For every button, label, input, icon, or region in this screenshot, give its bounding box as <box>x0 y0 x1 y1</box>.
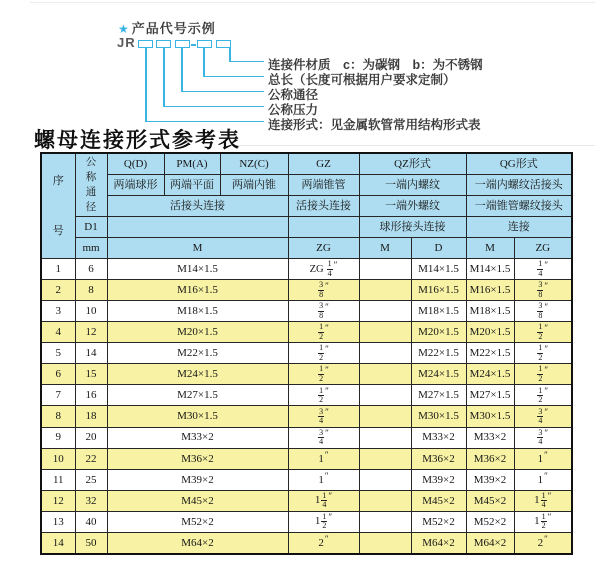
cell-dn: 18 <box>75 406 107 427</box>
cell-dn: 32 <box>75 490 107 511</box>
header-qz-d-label: D <box>411 237 466 258</box>
cell-m: M14×1.5 <box>107 259 288 280</box>
code-box-5 <box>216 40 231 48</box>
cell-qz-m <box>359 469 411 490</box>
connector-line <box>145 48 147 122</box>
cell-m: M30×1.5 <box>107 406 288 427</box>
cell-zg: ZG $\frac{1}{4}$ ″ <box>288 259 359 280</box>
cell-qz-d: M45×2 <box>411 490 466 511</box>
cell-zg: 2″ <box>288 532 359 553</box>
connector-line <box>163 106 264 108</box>
header-seq-text: 序 号 <box>52 174 64 237</box>
header-col-qg: QG形式 <box>466 153 572 174</box>
cell-qz-m <box>359 364 411 385</box>
cell-seq: 11 <box>41 469 75 490</box>
code-box-1 <box>138 40 153 48</box>
cell-qz-m <box>359 322 411 343</box>
cell-qz-d: M22×1.5 <box>411 343 466 364</box>
cell-qz-d: M16×1.5 <box>411 280 466 301</box>
cell-dn: 14 <box>75 343 107 364</box>
header-qg-sub3: 连接 <box>466 216 572 237</box>
cell-dn: 25 <box>75 469 107 490</box>
cell-m: M27×1.5 <box>107 385 288 406</box>
table-row <box>41 469 572 490</box>
cell-qz-d: M36×2 <box>411 448 466 469</box>
cell-qz-m <box>359 427 411 448</box>
cell-dn: 12 <box>75 322 107 343</box>
cell-qz-m <box>359 280 411 301</box>
header-m-label: M <box>107 237 288 258</box>
header-col-gz: GZ <box>288 153 359 174</box>
connector-line <box>203 48 205 77</box>
header-col-pm: PM(A) <box>164 153 220 174</box>
cell-qg-zg: 1″ <box>514 469 572 490</box>
cell-qg-zg: 1 $\frac{1}{2}$ ″ <box>514 511 572 532</box>
header-blank-gz <box>288 216 359 237</box>
cell-qg-m: M39×2 <box>466 469 514 490</box>
cell-qg-zg: $\frac{1}{2}$ ″ <box>514 385 572 406</box>
cell-qg-m: M24×1.5 <box>466 364 514 385</box>
cell-dn: 15 <box>75 364 107 385</box>
cell-seq: 10 <box>41 448 75 469</box>
cell-qz-m <box>359 511 411 532</box>
cell-qg-m: M30×1.5 <box>466 406 514 427</box>
header-qg-m-label: M <box>466 237 514 258</box>
cell-zg: $\frac{3}{8}$ ″ <box>288 301 359 322</box>
cell-zg: $\frac{1}{2}$ ″ <box>288 343 359 364</box>
cell-seq: 8 <box>41 406 75 427</box>
cell-seq: 1 <box>41 259 75 280</box>
connector-line <box>203 76 264 78</box>
cell-qg-m: M14×1.5 <box>466 259 514 280</box>
cell-qz-d: M39×2 <box>411 469 466 490</box>
cell-qz-m <box>359 259 411 280</box>
cell-qg-zg: $\frac{1}{2}$ ″ <box>514 343 572 364</box>
header-gz-union: 活接头连接 <box>288 195 359 216</box>
table-row <box>41 385 572 406</box>
cell-qg-zg: $\frac{3}{8}$ ″ <box>514 301 572 322</box>
cell-zg: 1 $\frac{1}{4}$ ″ <box>288 490 359 511</box>
cell-zg: $\frac{3}{4}$ ″ <box>288 427 359 448</box>
cell-qg-m: M45×2 <box>466 490 514 511</box>
header-nz-sub: 两端内锥 <box>220 174 288 195</box>
header-gz-sub: 两端锥管 <box>288 174 359 195</box>
cell-m: M64×2 <box>107 532 288 553</box>
cell-qz-m <box>359 448 411 469</box>
header-col-nz: NZ(C) <box>220 153 288 174</box>
header-qz-m-label: M <box>359 237 411 258</box>
cell-dn: 8 <box>75 280 107 301</box>
cell-zg: $\frac{1}{2}$ ″ <box>288 322 359 343</box>
header-zg-label: ZG <box>288 237 359 258</box>
diagram-heading-text: 产品代号示例 <box>131 21 216 36</box>
cell-qg-zg: $\frac{3}{4}$ ″ <box>514 427 572 448</box>
cell-qz-d: M24×1.5 <box>411 364 466 385</box>
page-title: 螺母连接形式参考表 <box>34 128 241 152</box>
cell-qg-zg: $\frac{3}{8}$ ″ <box>514 280 572 301</box>
cell-m: M18×1.5 <box>107 301 288 322</box>
cell-seq: 7 <box>41 385 75 406</box>
cell-qz-d: M20×1.5 <box>411 322 466 343</box>
cell-qz-m <box>359 385 411 406</box>
table-body <box>41 259 572 554</box>
cell-zg: $\frac{1}{2}$ ″ <box>288 364 359 385</box>
cell-qg-m: M52×2 <box>466 511 514 532</box>
cell-qg-m: M16×1.5 <box>466 280 514 301</box>
header-qg-sub2: 一端锥管螺纹接头 <box>466 195 572 216</box>
table-row <box>41 448 572 469</box>
cell-qz-m <box>359 301 411 322</box>
product-code-prefix: JR <box>117 35 136 50</box>
diagram-label-pressure: 公称压力 <box>268 103 319 117</box>
diagram-label-material: 连接件材质 c：为碳钢 b：为不锈钢 <box>268 58 483 72</box>
cell-seq: 2 <box>41 280 75 301</box>
cell-m: M22×1.5 <box>107 343 288 364</box>
cell-qg-zg: $\frac{1}{2}$ ″ <box>514 322 572 343</box>
cell-seq: 12 <box>41 490 75 511</box>
cell-m: M36×2 <box>107 448 288 469</box>
header-pm-sub: 两端平面 <box>164 174 220 195</box>
cell-zg: 1″ <box>288 469 359 490</box>
cell-m: M16×1.5 <box>107 280 288 301</box>
cell-qg-zg: $\frac{3}{4}$ ″ <box>514 406 572 427</box>
header-dn <box>75 153 107 216</box>
cell-zg: $\frac{3}{8}$ ″ <box>288 280 359 301</box>
cell-dn: 6 <box>75 259 107 280</box>
cell-qg-zg: $\frac{1}{2}$ ″ <box>514 364 572 385</box>
header-seq <box>41 153 75 259</box>
cell-qz-m <box>359 343 411 364</box>
cell-qg-m: M18×1.5 <box>466 301 514 322</box>
star-icon: ★ <box>118 22 130 36</box>
cell-seq: 3 <box>41 301 75 322</box>
cell-seq: 13 <box>41 511 75 532</box>
table-row <box>41 427 572 448</box>
header-qg-zg-label: ZG <box>514 237 572 258</box>
header-col-qz: QZ形式 <box>359 153 466 174</box>
header-qz-sub2: 一端外螺纹 <box>359 195 466 216</box>
cell-zg: $\frac{3}{4}$ ″ <box>288 406 359 427</box>
cell-dn: 20 <box>75 427 107 448</box>
connector-line <box>181 91 264 93</box>
connector-line <box>229 61 264 63</box>
header-qg-sub1: 一端内螺纹活接头 <box>466 174 572 195</box>
cell-qz-d: M33×2 <box>411 427 466 448</box>
cell-qg-zg: 1″ <box>514 448 572 469</box>
cell-dn: 50 <box>75 532 107 553</box>
cell-seq: 14 <box>41 532 75 553</box>
cell-seq: 6 <box>41 364 75 385</box>
cell-m: M24×1.5 <box>107 364 288 385</box>
cell-seq: 4 <box>41 322 75 343</box>
code-box-3 <box>175 40 190 48</box>
cell-qz-m <box>359 406 411 427</box>
cell-m: M45×2 <box>107 490 288 511</box>
connector-line <box>163 48 165 107</box>
table-row <box>41 511 572 532</box>
table-row <box>41 364 572 385</box>
cell-dn: 16 <box>75 385 107 406</box>
table-row <box>41 322 572 343</box>
cell-zg: 1 $\frac{1}{2}$ ″ <box>288 511 359 532</box>
cell-m: M20×1.5 <box>107 322 288 343</box>
cell-qg-zg: $\frac{1}{4}$ ″ <box>514 259 572 280</box>
table-row <box>41 532 572 553</box>
reference-table <box>40 152 573 555</box>
cell-seq: 5 <box>41 343 75 364</box>
cell-qz-d: M27×1.5 <box>411 385 466 406</box>
cell-zg: 1″ <box>288 448 359 469</box>
header-d1: D1 <box>75 216 107 237</box>
header-qz-sub1: 一端内螺纹 <box>359 174 466 195</box>
cell-qz-d: M52×2 <box>411 511 466 532</box>
header-dn-text: 公 称 通 径 <box>85 156 97 213</box>
table-row <box>41 406 572 427</box>
cell-qz-d: M30×1.5 <box>411 406 466 427</box>
table-row <box>41 301 572 322</box>
cell-qz-m <box>359 532 411 553</box>
cell-qz-d: M18×1.5 <box>411 301 466 322</box>
cell-m: M39×2 <box>107 469 288 490</box>
cell-qg-m: M27×1.5 <box>466 385 514 406</box>
cell-qg-zg: 1 $\frac{1}{4}$ ″ <box>514 490 572 511</box>
cell-qg-m: M20×1.5 <box>466 322 514 343</box>
header-col-q: Q(D) <box>107 153 164 174</box>
diagram-label-connection: 连接形式：见金属软管常用结构形式表 <box>268 118 481 132</box>
cell-qg-m: M36×2 <box>466 448 514 469</box>
cell-qz-d: M64×2 <box>411 532 466 553</box>
cell-zg: $\frac{1}{2}$ ″ <box>288 385 359 406</box>
connector-line <box>181 48 183 92</box>
cell-qg-m: M64×2 <box>466 532 514 553</box>
header-mm: mm <box>75 237 107 258</box>
code-dash <box>191 44 196 46</box>
cell-m: M33×2 <box>107 427 288 448</box>
table-row <box>41 259 572 280</box>
cell-dn: 10 <box>75 301 107 322</box>
diagram-label-length: 总长（长度可根据用户要求定制） <box>268 73 456 87</box>
cell-qz-d: M14×1.5 <box>411 259 466 280</box>
cell-qg-m: M22×1.5 <box>466 343 514 364</box>
header-union-joint: 活接头连接 <box>107 195 288 216</box>
header-qz-sub3: 球形接头连接 <box>359 216 466 237</box>
cell-m: M52×2 <box>107 511 288 532</box>
cell-qg-zg: 2″ <box>514 532 572 553</box>
cell-dn: 40 <box>75 511 107 532</box>
table-row <box>41 280 572 301</box>
connector-line <box>145 121 264 123</box>
cell-dn: 22 <box>75 448 107 469</box>
code-box-4 <box>197 40 212 48</box>
header-blank-m <box>107 216 288 237</box>
cell-seq: 9 <box>41 427 75 448</box>
table-row <box>41 343 572 364</box>
cell-qg-m: M33×2 <box>466 427 514 448</box>
cell-qz-m <box>359 490 411 511</box>
diagram-label-diameter: 公称通径 <box>268 88 319 102</box>
header-q-sub: 两端球形 <box>107 174 164 195</box>
code-box-2 <box>156 40 171 48</box>
table-row <box>41 490 572 511</box>
